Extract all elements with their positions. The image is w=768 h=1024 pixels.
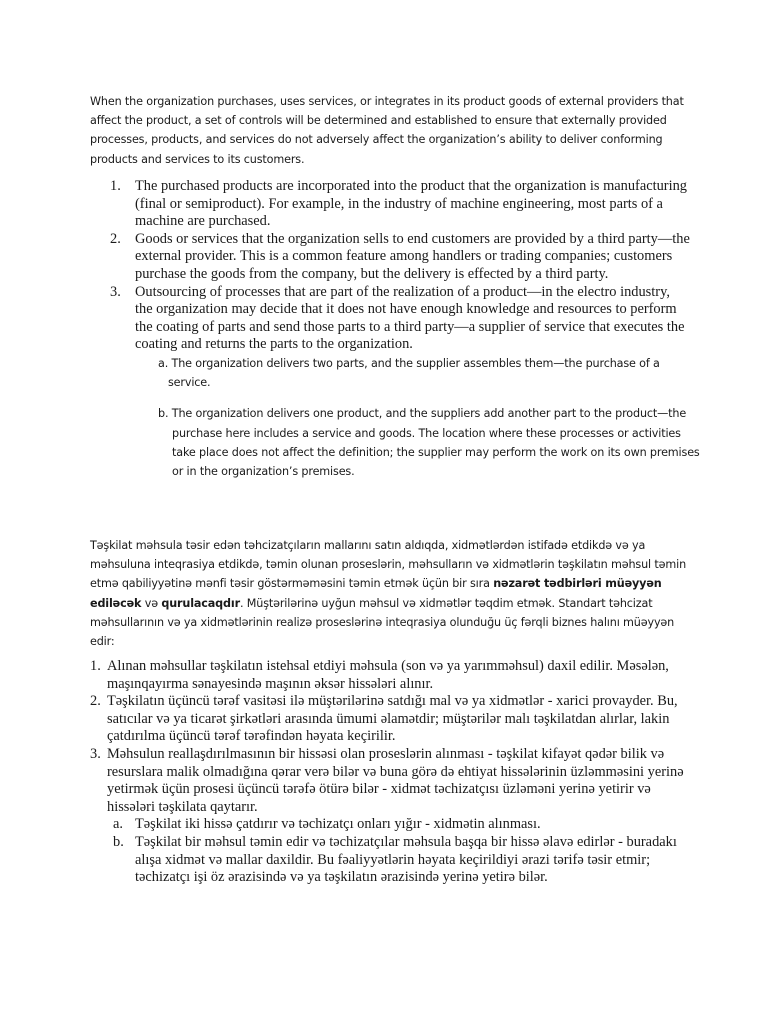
list-item [110, 284, 690, 354]
english-sublist [110, 354, 700, 481]
list-item-text: Təşkilatın üçüncü tərəf vasitəsi ilə müştərilərinə satdığı mal və ya xidmətlər - xarici provayder. Bu, satıcılar və ya ticarət şirkətləri arasında ümumi əlamətdir; müştərilər malı təşkilatdan alırlar, lakin çatdırılma üçüncü tərəf tərəfindən həyata keçirilir. [107, 693, 678, 745]
sublist-item [158, 354, 696, 392]
bold-phrase: nəzarət tədbirləri müəyyən ediləcək [90, 577, 662, 610]
list-item-text: Məhsulun reallaşdırılmasının bir hissəsi olan proseslərin alınması - təşkilat kifayət qədər bilik və resurslara malik olmadığına qərar verə bilər və buna görə də ehtiyat hissələrinin üzləmməsini yerinə yetirmək üçün prosesi üçüncü tərəfə ötürə bilər - xidmət təchizatçısı üzləməni yerinə yetirir və hissələri təşkilata qaytarır. [107, 745, 684, 815]
sublist-item [113, 816, 690, 834]
list-item [90, 693, 690, 746]
intro-paragraph: When the organization purchases, uses services, or integrates in its product goods of external providers that affect the product, a set of controls will be determined and established to ensure that externally provided processes, products, and services do not adversely affect the organization’s ability to deliver conforming products and services to its customers. [90, 95, 684, 166]
sublist-item [113, 834, 690, 887]
list-marker: 1. [110, 178, 121, 194]
list-item-text: Goods or services that the organization sells to end customers are provided by a third party—the external provider. This is a common feature among handlers or trading companies; customers purchase the goods from the company, but the delivery is effected by a third party. [135, 230, 690, 282]
list-item-text: Outsourcing of processes that are part of the realization of a product—in the electro industry, the organization may decide that it does not have enough knowledge and resources to perform the coating of parts and send those parts to a third party—a supplier of service that executes the coating and returns the parts to the organization. [135, 283, 685, 353]
azerbaijani-intro-paragraph [90, 536, 688, 651]
list-item [90, 746, 690, 816]
sublist-item-text: Təşkilat iki hissə çatdırır və təchizatçı onları yığır - xidmətin alınması. [135, 816, 541, 833]
sublist-marker: b. [158, 407, 169, 421]
sublist-item [158, 404, 700, 481]
sublist-marker: a. [113, 816, 123, 833]
list-marker: 1. [90, 658, 101, 674]
list-marker: 2. [110, 230, 121, 247]
list-item-text: Alınan məhsullar təşkilatın istehsal etdiyi məhsula (son və ya yarımməhsul) daxil edilir. Məsələn, maşınqayırma sənayesində maşının əksər hissələri alınır. [107, 658, 669, 692]
list-item [110, 231, 690, 284]
sublist-marker: b. [113, 833, 124, 850]
list-marker: 3. [110, 283, 121, 300]
bold-phrase: qurulacaqdır [161, 596, 240, 610]
azerbaijani-numbered-list [90, 658, 690, 887]
sublist-item-text: The organization delivers two parts, and the supplier assembles them—the purchase of a service. [168, 356, 660, 390]
sublist-item-text: The organization delivers one product, and the suppliers add another part to the product—the purchase here includes a service and goods. The location where these processes or activities take place does not affect the definition; the supplier may perform the work on its own premises or in the organization’s premises. [171, 407, 700, 478]
english-numbered-list [110, 178, 700, 481]
sublist-marker: a. [158, 356, 169, 370]
sublist-item-text: Təşkilat bir məhsul təmin edir və təchizatçılar məhsula başqa bir hissə əlavə edirlər - buradakı alışa xidmət və mallar daxildir. Bu fəaliyyətlərin həyata keçirildiyi ərazi tərifə təsir etmir; təchizatçı işi öz ərazisində və ya təşkilatın ərazisində yerinə yetirə bilər. [135, 833, 677, 886]
list-item [110, 178, 690, 231]
intro-text-part: . Müştərilərinə uyğun məhsul və xidmətlər təqdim etmək. Standart təhcizat məhsullarının və ya xidmətlərinin realizə proseslərinə inteqrasiya olunduğu üç fərqli biznes halını müəyyən edir: [90, 596, 675, 649]
list-item-text: The purchased products are incorporated into the product that the organization is manufacturing (final or semiproduct). For example, in the industry of machine engineering, most parts of a machine are purchased. [135, 178, 687, 230]
list-item [90, 658, 690, 693]
intro-text-part: və [141, 596, 162, 610]
list-marker: 2. [90, 693, 101, 710]
intro-text-part: Təşkilat məhsula təsir edən təhcizatçıların mallarını satın aldıqda, xidmətlərdən istifadə etdikdə və ya məhsuluna inteqrasiya etdikdə, təmin olunan proseslərin, məhsulların və xidmətlərin təşkilatın məhsul təmin etmə qabiliyyətinə mənfi təsir göstərməməsini təmin etmək üçün bir sıra [90, 539, 687, 591]
list-marker: 3. [90, 745, 101, 762]
